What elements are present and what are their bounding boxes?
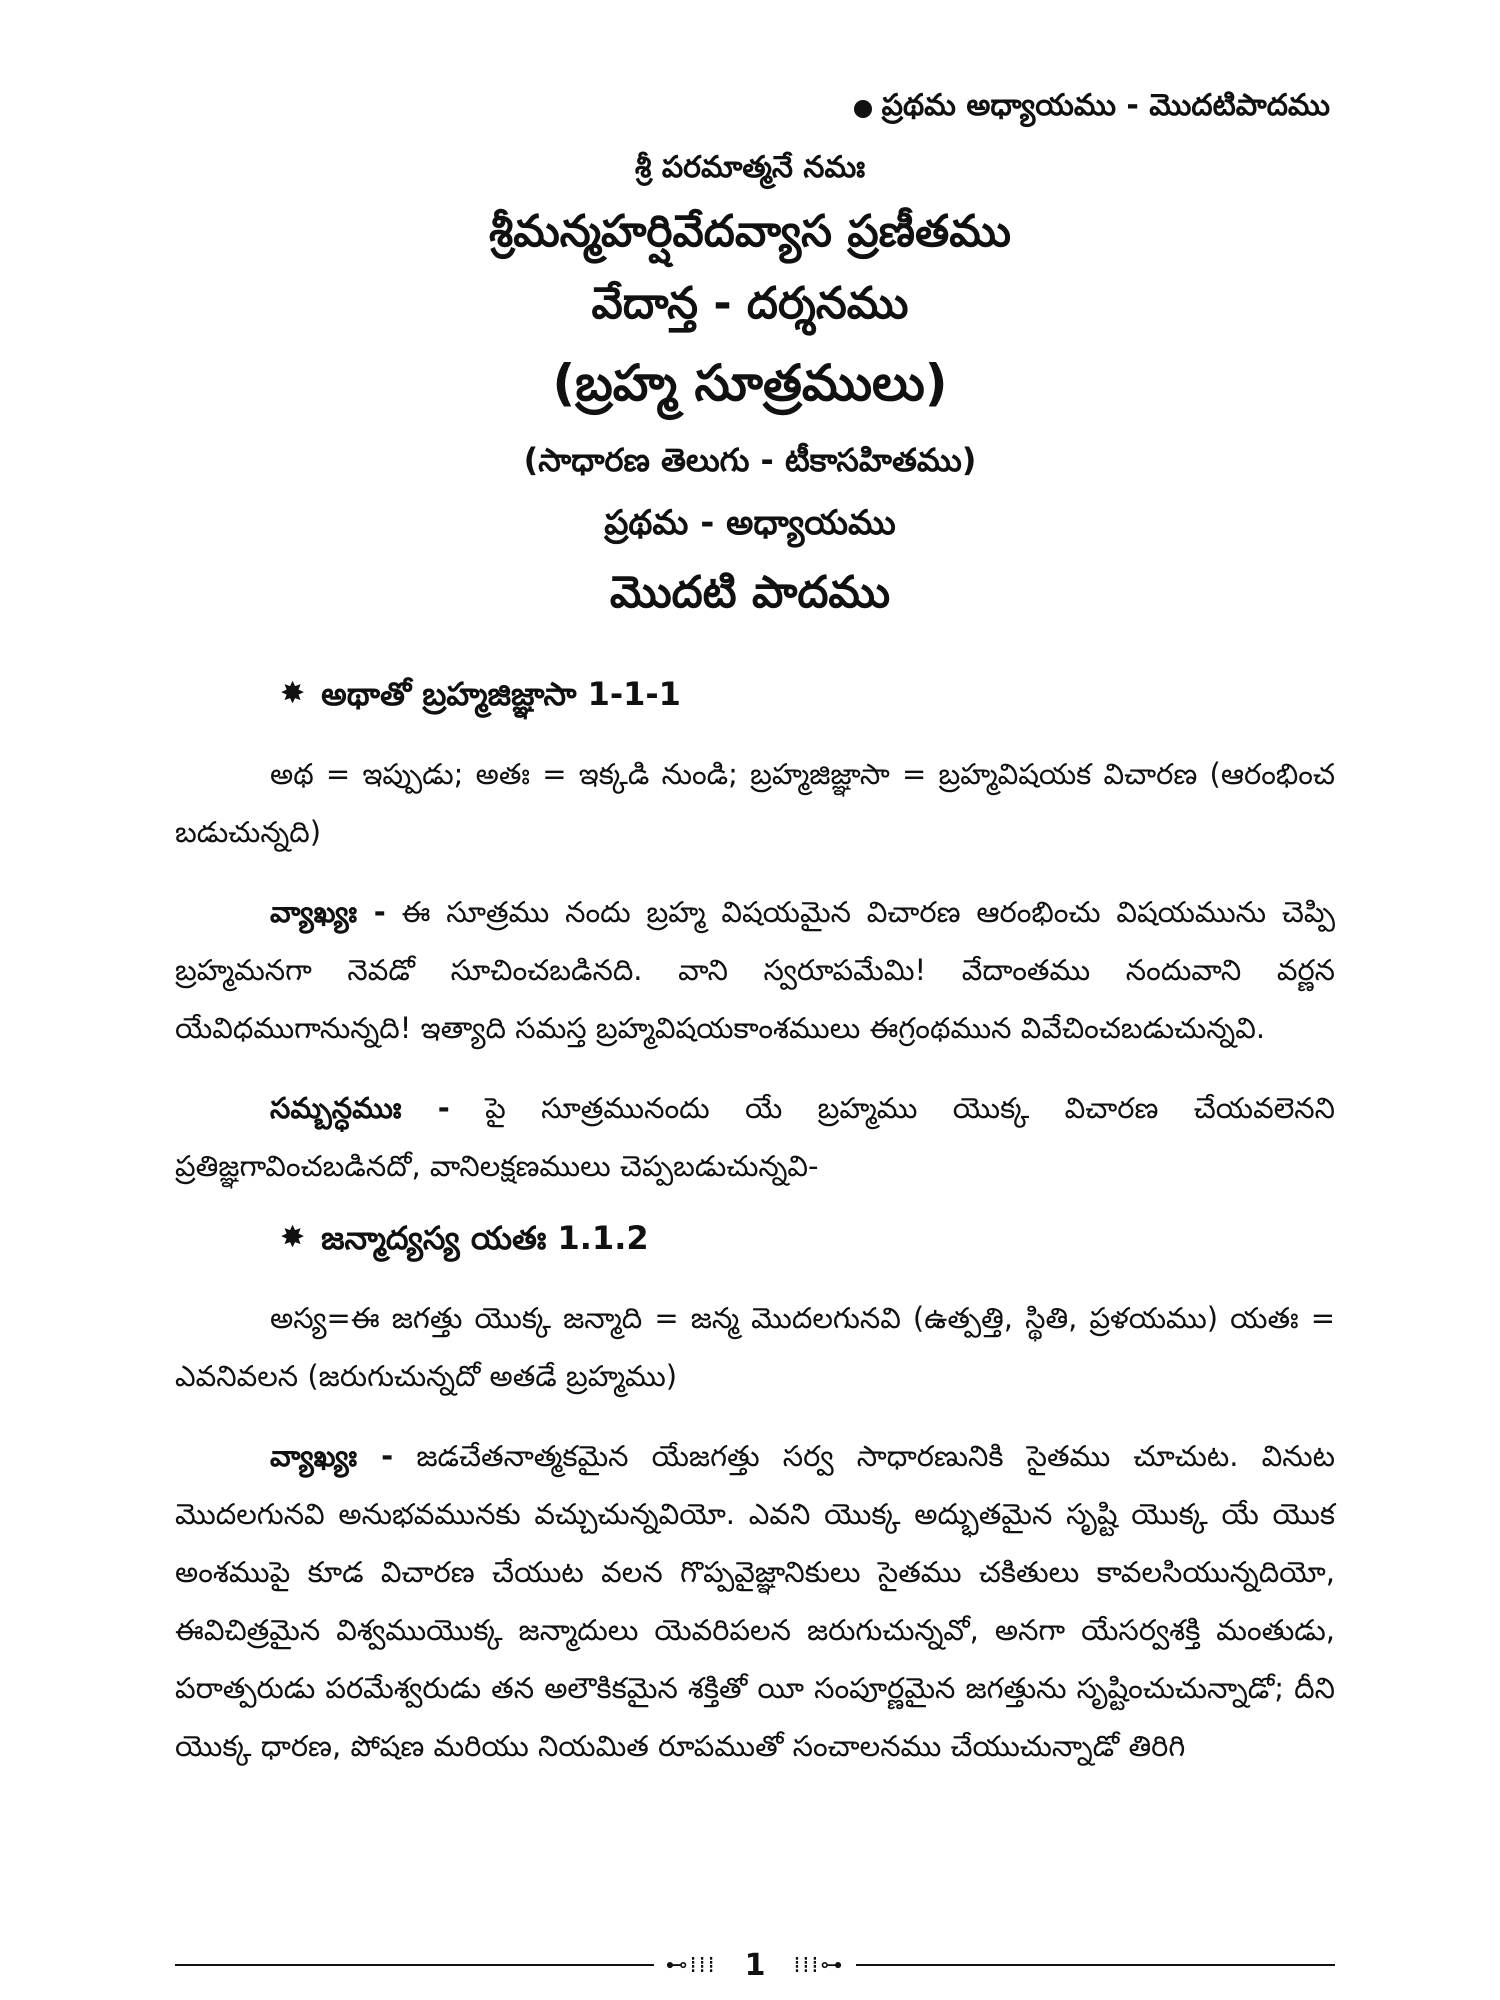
bullet-icon — [854, 100, 872, 118]
sutra-heading-text: జన్మాద్యస్య యతః 1.1.2 — [321, 1219, 649, 1257]
running-header — [854, 88, 1330, 130]
invocation: శ్రీ పరమాత్మనే నమః — [634, 150, 866, 185]
chapter-title: ప్రథమ - అధ్యాయము — [604, 503, 896, 543]
vyakhya-label: వ్యాఖ్యః - — [270, 1439, 394, 1473]
vyakhya-text: జడచేతనాత్మకమైన యేజగత్తు సర్వ సాధారణునికి సైతము చూచుట. వినుట మొదలగునవి అనుభవమునకు వచ్చుచున్నవియో. ఎవని యొక్క అద్భుతమైన సృష్టి యొక్క యే యొక అంశముపై కూడ విచారణ చేయుట వలన గొప్పవైజ్ఞానికులు సైతము చకితులు కావలసియున్నదియో, ఈవిచిత్రమైన విశ్వముయొక్క జన్మాదులు యెవరిపలన జరుగుచున్నవో, అనగా యేసర్వశక్తి మంతుడు, పరాత్పరుడు పరమేశ్వరుడు తన అలౌకికమైన శక్తితో యీ సంపూర్ణమైన జగత్తును సృష్టించుచున్నాడో; దీని యొక్క ధారణ, పోషణ మరియు నియమిత రూపముతో సంచాలనము చేయుచున్నాడో తిరిగి — [175, 1439, 1336, 1763]
vyakhya-text: ఈ సూత్రము నందు బ్రహ్మ విషయమైన విచారణ ఆరంభించు విషయమును చెప్పి బ్రహ్మమనగా నెవడో సూచించబడినది. వాని స్వరూపమేమి! వేదాంతము నందువాని వర్ణన యేవిధముగానున్నది! ఇత్యాది సమస్త బ్రహ్మవిషయకాంశములు ఈగ్రంథమున వివేచించబడుచున్నవి. — [175, 895, 1335, 1045]
ornament-right-icon: ⁞⁞⁞⊶ — [793, 1952, 845, 1978]
sambandha-label: సమ్బన్ధముః - — [270, 1091, 450, 1125]
sutra-heading — [280, 665, 1335, 723]
sambandha-text: పై సూత్రమునందు యే బ్రహ్మము యొక్క విచారణ చేయవలెనని ప్రతిజ్ఞగావించబడినదో, వానిలక్షణములు చెప్పబడుచున్నవి- — [175, 1091, 1335, 1183]
star-bullet-icon: ✸ — [280, 1220, 306, 1255]
sambandha-paragraph — [175, 1079, 1335, 1195]
commentary-note: (సాధారణ తెలుగు - టీకాసహితము) — [523, 441, 977, 479]
section-title: మొదటి పాదము — [609, 567, 891, 618]
sutra-heading — [280, 1209, 1335, 1267]
vyakhya-paragraph — [175, 1427, 1335, 1775]
vyakhya-paragraph — [175, 883, 1335, 1057]
subtitle: వేదాన్త - దర్శనము — [591, 278, 909, 329]
sutra-meaning: అథ = ఇప్పుడు; అతః = ఇక్కడి నుండి; బ్రహ్మజిజ్ఞాసా = బ్రహ్మవిషయక విచారణ (ఆరంభించ బడుచున్నది) — [175, 757, 1335, 849]
title-block — [0, 150, 1500, 629]
parenthetical-title: (బ్రహ్మ సూత్రములు) — [552, 354, 948, 412]
footer-rule-right — [856, 1964, 1335, 1966]
vyakhya-label: వ్యాఖ్యః - — [270, 895, 386, 929]
star-bullet-icon: ✸ — [280, 676, 306, 711]
footer-rule-left — [175, 1964, 654, 1966]
ornament-left-icon: ⊷⁞⁞⁞ — [665, 1952, 717, 1978]
sutra-meaning: అస్య=ఈ జగత్తు యొక్క జన్మాది = జన్మ మొదలగునవి (ఉత్పత్తి, స్థితి, ప్రళయము) యతః = ఎవనివలన (జరుగుచున్నదో అతడే బ్రహ్మము) — [175, 1301, 1335, 1393]
body-text — [175, 665, 1335, 1775]
running-header-text: ప్రథమ అధ్యాయము - మొదటిపాదము — [881, 88, 1330, 123]
main-title: శ్రీమన్మహర్షివేదవ్యాస ప్రణీతము — [489, 206, 1011, 257]
sutra-heading-text: అథాతో బ్రహ్మజిజ్ఞాసా 1-1-1 — [321, 675, 681, 713]
page-number: 1 — [744, 1947, 766, 1983]
page-footer — [175, 1945, 1335, 1985]
